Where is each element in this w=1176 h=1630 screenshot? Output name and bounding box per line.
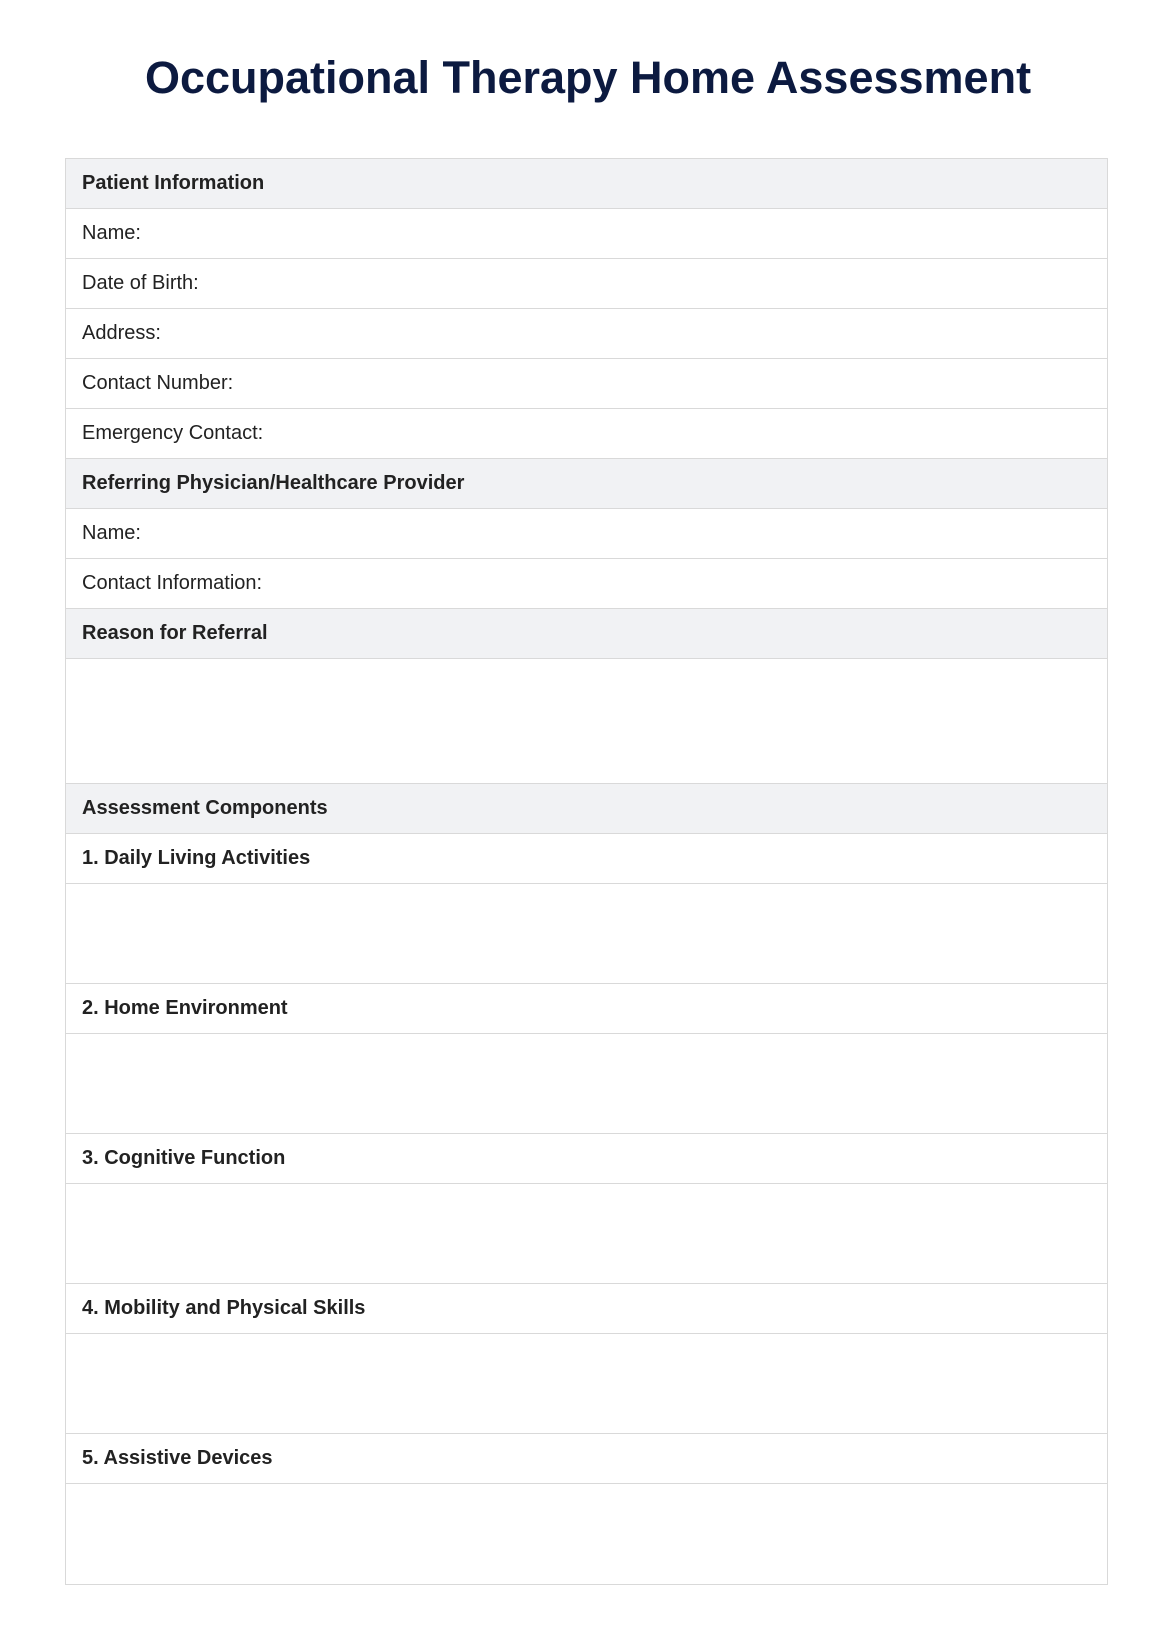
section-header-reason-for-referral: Reason for Referral — [66, 609, 1107, 659]
section-header-assessment-components: Assessment Components — [66, 784, 1107, 834]
subsection-assistive-devices: 5. Assistive Devices — [66, 1434, 1107, 1484]
assessment-form-table — [65, 158, 1108, 1585]
physician-name-field[interactable]: Name: — [66, 509, 1107, 559]
subsection-daily-living: 1. Daily Living Activities — [66, 834, 1107, 884]
cognitive-function-notes-area[interactable] — [66, 1184, 1107, 1284]
subsection-cognitive-function: 3. Cognitive Function — [66, 1134, 1107, 1184]
patient-emergency-contact-field[interactable]: Emergency Contact: — [66, 409, 1107, 459]
assistive-devices-notes-area[interactable] — [66, 1484, 1107, 1584]
section-header-patient-information: Patient Information — [66, 159, 1107, 209]
page-title: Occupational Therapy Home Assessment — [144, 52, 1032, 103]
reason-for-referral-area[interactable] — [66, 659, 1107, 784]
mobility-notes-area[interactable] — [66, 1334, 1107, 1434]
patient-dob-field[interactable]: Date of Birth: — [66, 259, 1107, 309]
section-header-referring-physician: Referring Physician/Healthcare Provider — [66, 459, 1107, 509]
daily-living-notes-area[interactable] — [66, 884, 1107, 984]
physician-contact-field[interactable]: Contact Information: — [66, 559, 1107, 609]
subsection-home-environment: 2. Home Environment — [66, 984, 1107, 1034]
patient-name-field[interactable]: Name: — [66, 209, 1107, 259]
subsection-mobility: 4. Mobility and Physical Skills — [66, 1284, 1107, 1334]
home-environment-notes-area[interactable] — [66, 1034, 1107, 1134]
patient-address-field[interactable]: Address: — [66, 309, 1107, 359]
patient-contact-number-field[interactable]: Contact Number: — [66, 359, 1107, 409]
